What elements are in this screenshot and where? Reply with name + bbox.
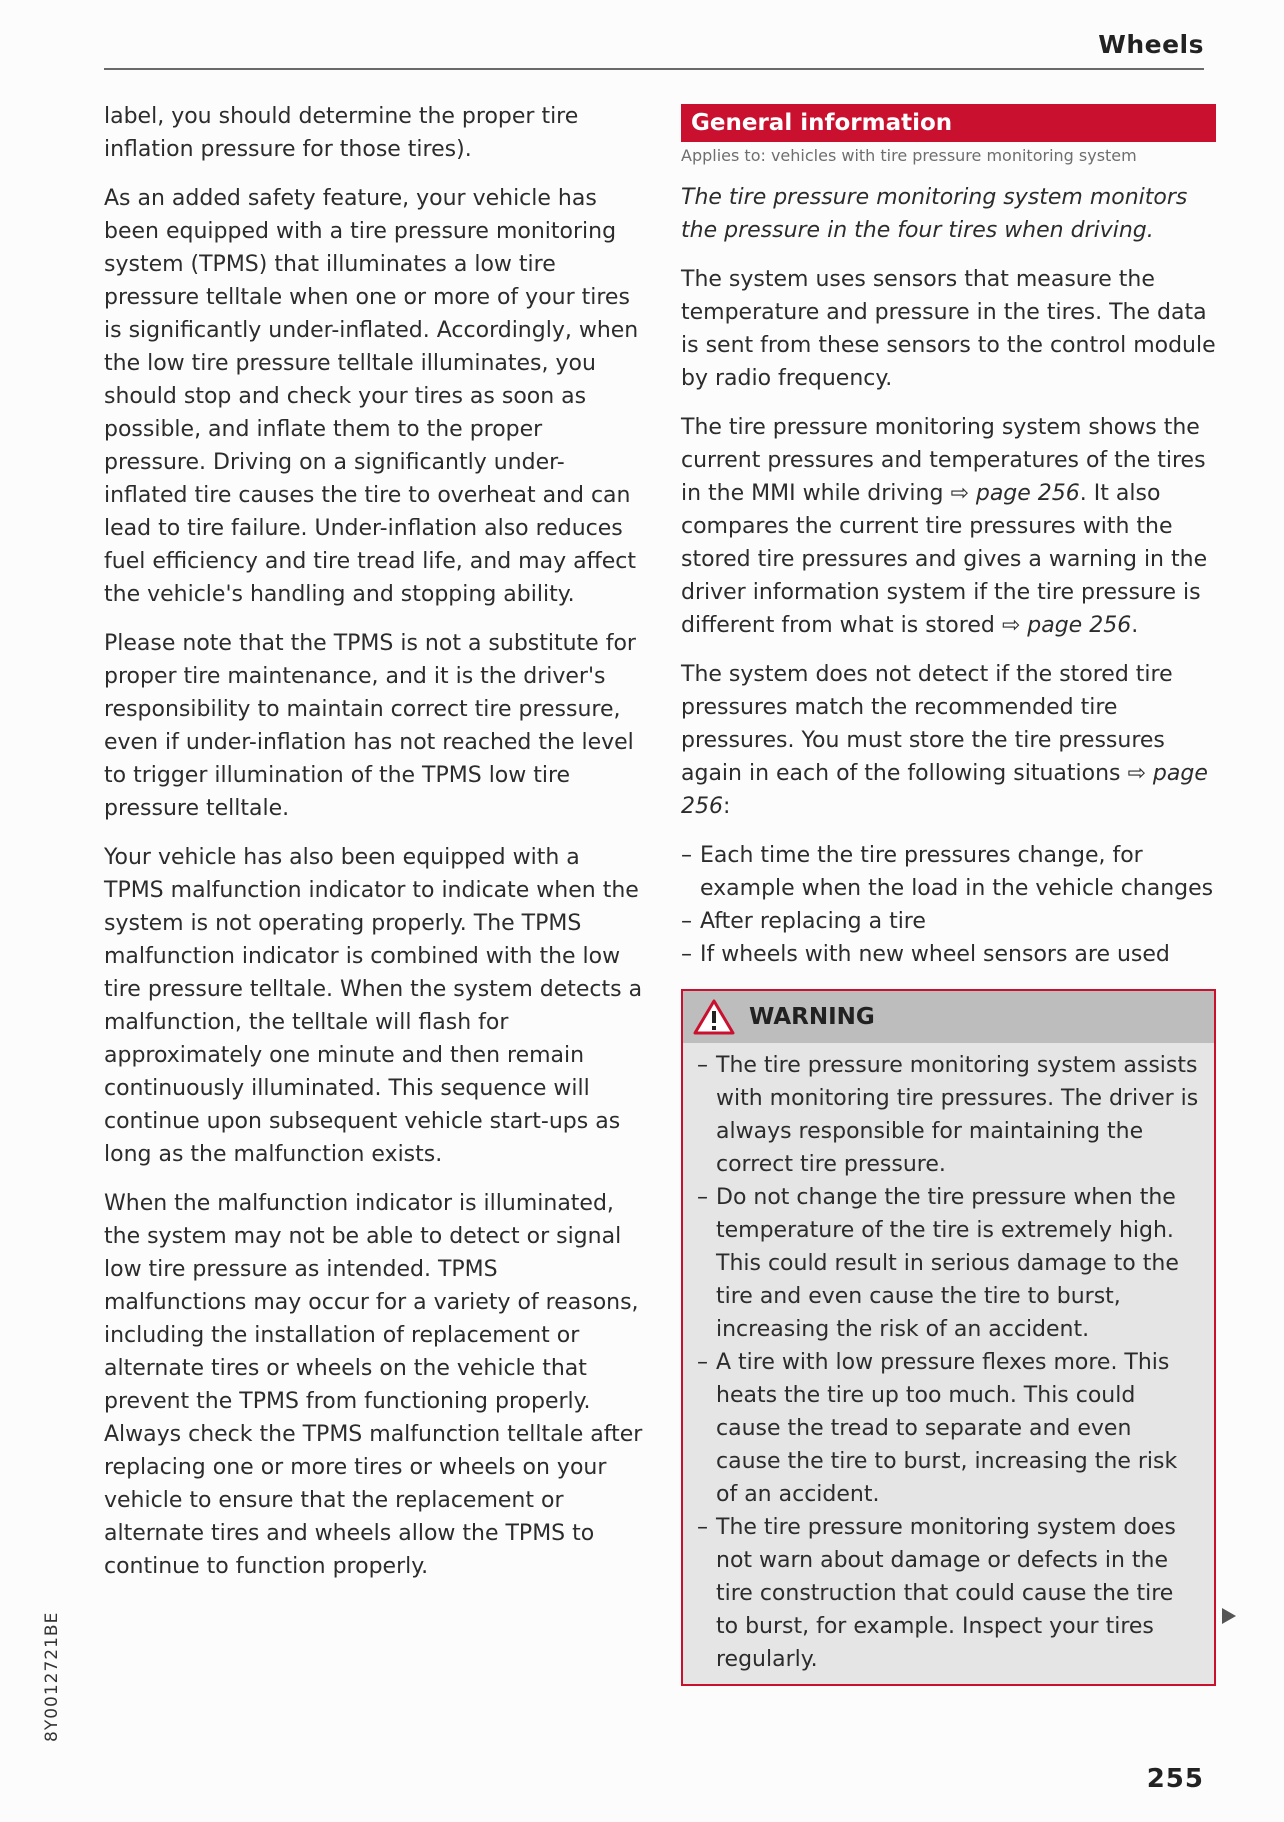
text-segment: . [1131,613,1139,638]
right-column [681,104,1216,1686]
warning-item: – A tire with low pressure flexes more. This heats the tire up too much. This could cause the tread to separate and even cause the tire to burst, increasing the risk of an accident. [697,1346,1200,1511]
left-paragraph-2: As an added safety feature, your vehicle has been equipped with a tire pressure monitoring system (TPMS) that illuminates a low tire pressure telltale when one or more of your tires is significantly under-inflated. Accordingly, when the low tire pressure telltale illuminates, you should stop and check your tires as soon as possible, and inflate them to the proper pressure. Driving on a significantly under-inflated tire causes the tire to overheat and can lead to tire failure. Under-inflation also reduces fuel efficiency and tire tread life, and may affect the vehicle's handling and stopping ability. [104,186,639,607]
intro-text: The tire pressure monitoring system monitors the pressure in the four tires when driving. [681,185,1188,243]
warning-item: – The tire pressure monitoring system assists with monitoring tire pressures. The driver is always responsible for maintaining the correct tire pressure. [697,1049,1200,1181]
page-reference-link[interactable]: ⇨ page 256 [950,481,1080,506]
left-paragraph-4: Your vehicle has also been equipped with a TPMS malfunction indicator to indicate when the system is not operating properly. The TPMS malfunction indicator is combined with the low tire pressure telltale. When the system detects a malfunction, the telltale will flash for approximately one minute and then remain continuously illuminated. This sequence will continue upon subsequent vehicle start-ups as long as the malfunction exists. [104,845,643,1167]
left-paragraph-1: label, you should determine the proper tire inflation pressure for those tires). [104,104,579,162]
situation-list [681,839,1216,971]
list-item: – Each time the tire pressures change, for example when the load in the vehicle changes [681,839,1216,905]
warning-triangle-icon [693,999,735,1035]
document-code: 8Y0012721BE [42,1611,62,1742]
left-paragraph-3: Please note that the TPMS is not a substitute for proper tire maintenance, and it is the driver's responsibility to maintain correct tire pressure, even if under-inflation has not reached the level to trigger illumination of the TPMS low tire pressure telltale. [104,631,636,821]
list-item: – After replacing a tire [681,905,1216,938]
warning-item: – Do not change the tire pressure when the temperature of the tire is extremely high. This could result in serious damage to the tire and even cause the tire to burst, increasing the risk of an accident. [697,1181,1200,1346]
header-divider [104,68,1204,70]
text-segment: . It also compares the current tire pressures with the stored tire pressures and gives a warning in the driver information system if the tire pressure is different from what is stored [681,481,1208,638]
warning-header [683,991,1214,1043]
right-paragraph-3 [681,658,1216,823]
right-paragraph-1: The system uses sensors that measure the temperature and pressure in the tires. The data is sent from these sensors to the control module by radio frequency. [681,267,1216,391]
text-segment: : [723,794,731,819]
warning-box [681,989,1216,1686]
text-segment: The system does not detect if the stored tire pressures match the recommended tire pressures. You must store the tire pressures again in each of the following situations [681,662,1173,786]
section-heading: General information [681,104,1216,142]
left-paragraph-5: When the malfunction indicator is illuminated, the system may not be able to detect or signal low tire pressure as intended. TPMS malfunctions may occur for a variety of reasons, including the installation of replacement or alternate tires or wheels on the vehicle that prevent the TPMS from functioning properly. Always check the TPMS malfunction telltale after replacing one or more tires or wheels on your vehicle to ensure that the replacement or alternate tires and wheels allow the TPMS to continue to function properly. [104,1191,643,1579]
warning-title: WARNING [749,1003,875,1030]
right-paragraph-2 [681,411,1216,642]
page-reference-link[interactable]: ⇨ page 256 [1001,613,1132,638]
text-segment: The tire pressure monitoring system shows the current pressures and temperatures of the tires in the MMI while driving [681,415,1206,506]
page-reference-link[interactable]: ⇨ page 256 [681,761,1208,819]
warning-item: – The tire pressure monitoring system does not warn about damage or defects in the tire construction that could cause the tire to burst, for example. Inspect your tires regularly. [697,1511,1200,1676]
applies-to-note: Applies to: vehicles with tire pressure monitoring system [681,146,1137,165]
warning-list [683,1043,1214,1684]
page-number: 255 [1146,1764,1204,1794]
left-column [104,100,644,1599]
page-header-title: Wheels [1098,30,1204,59]
continue-arrow-icon [1222,1608,1236,1624]
list-item: – If wheels with new wheel sensors are used [681,938,1216,971]
